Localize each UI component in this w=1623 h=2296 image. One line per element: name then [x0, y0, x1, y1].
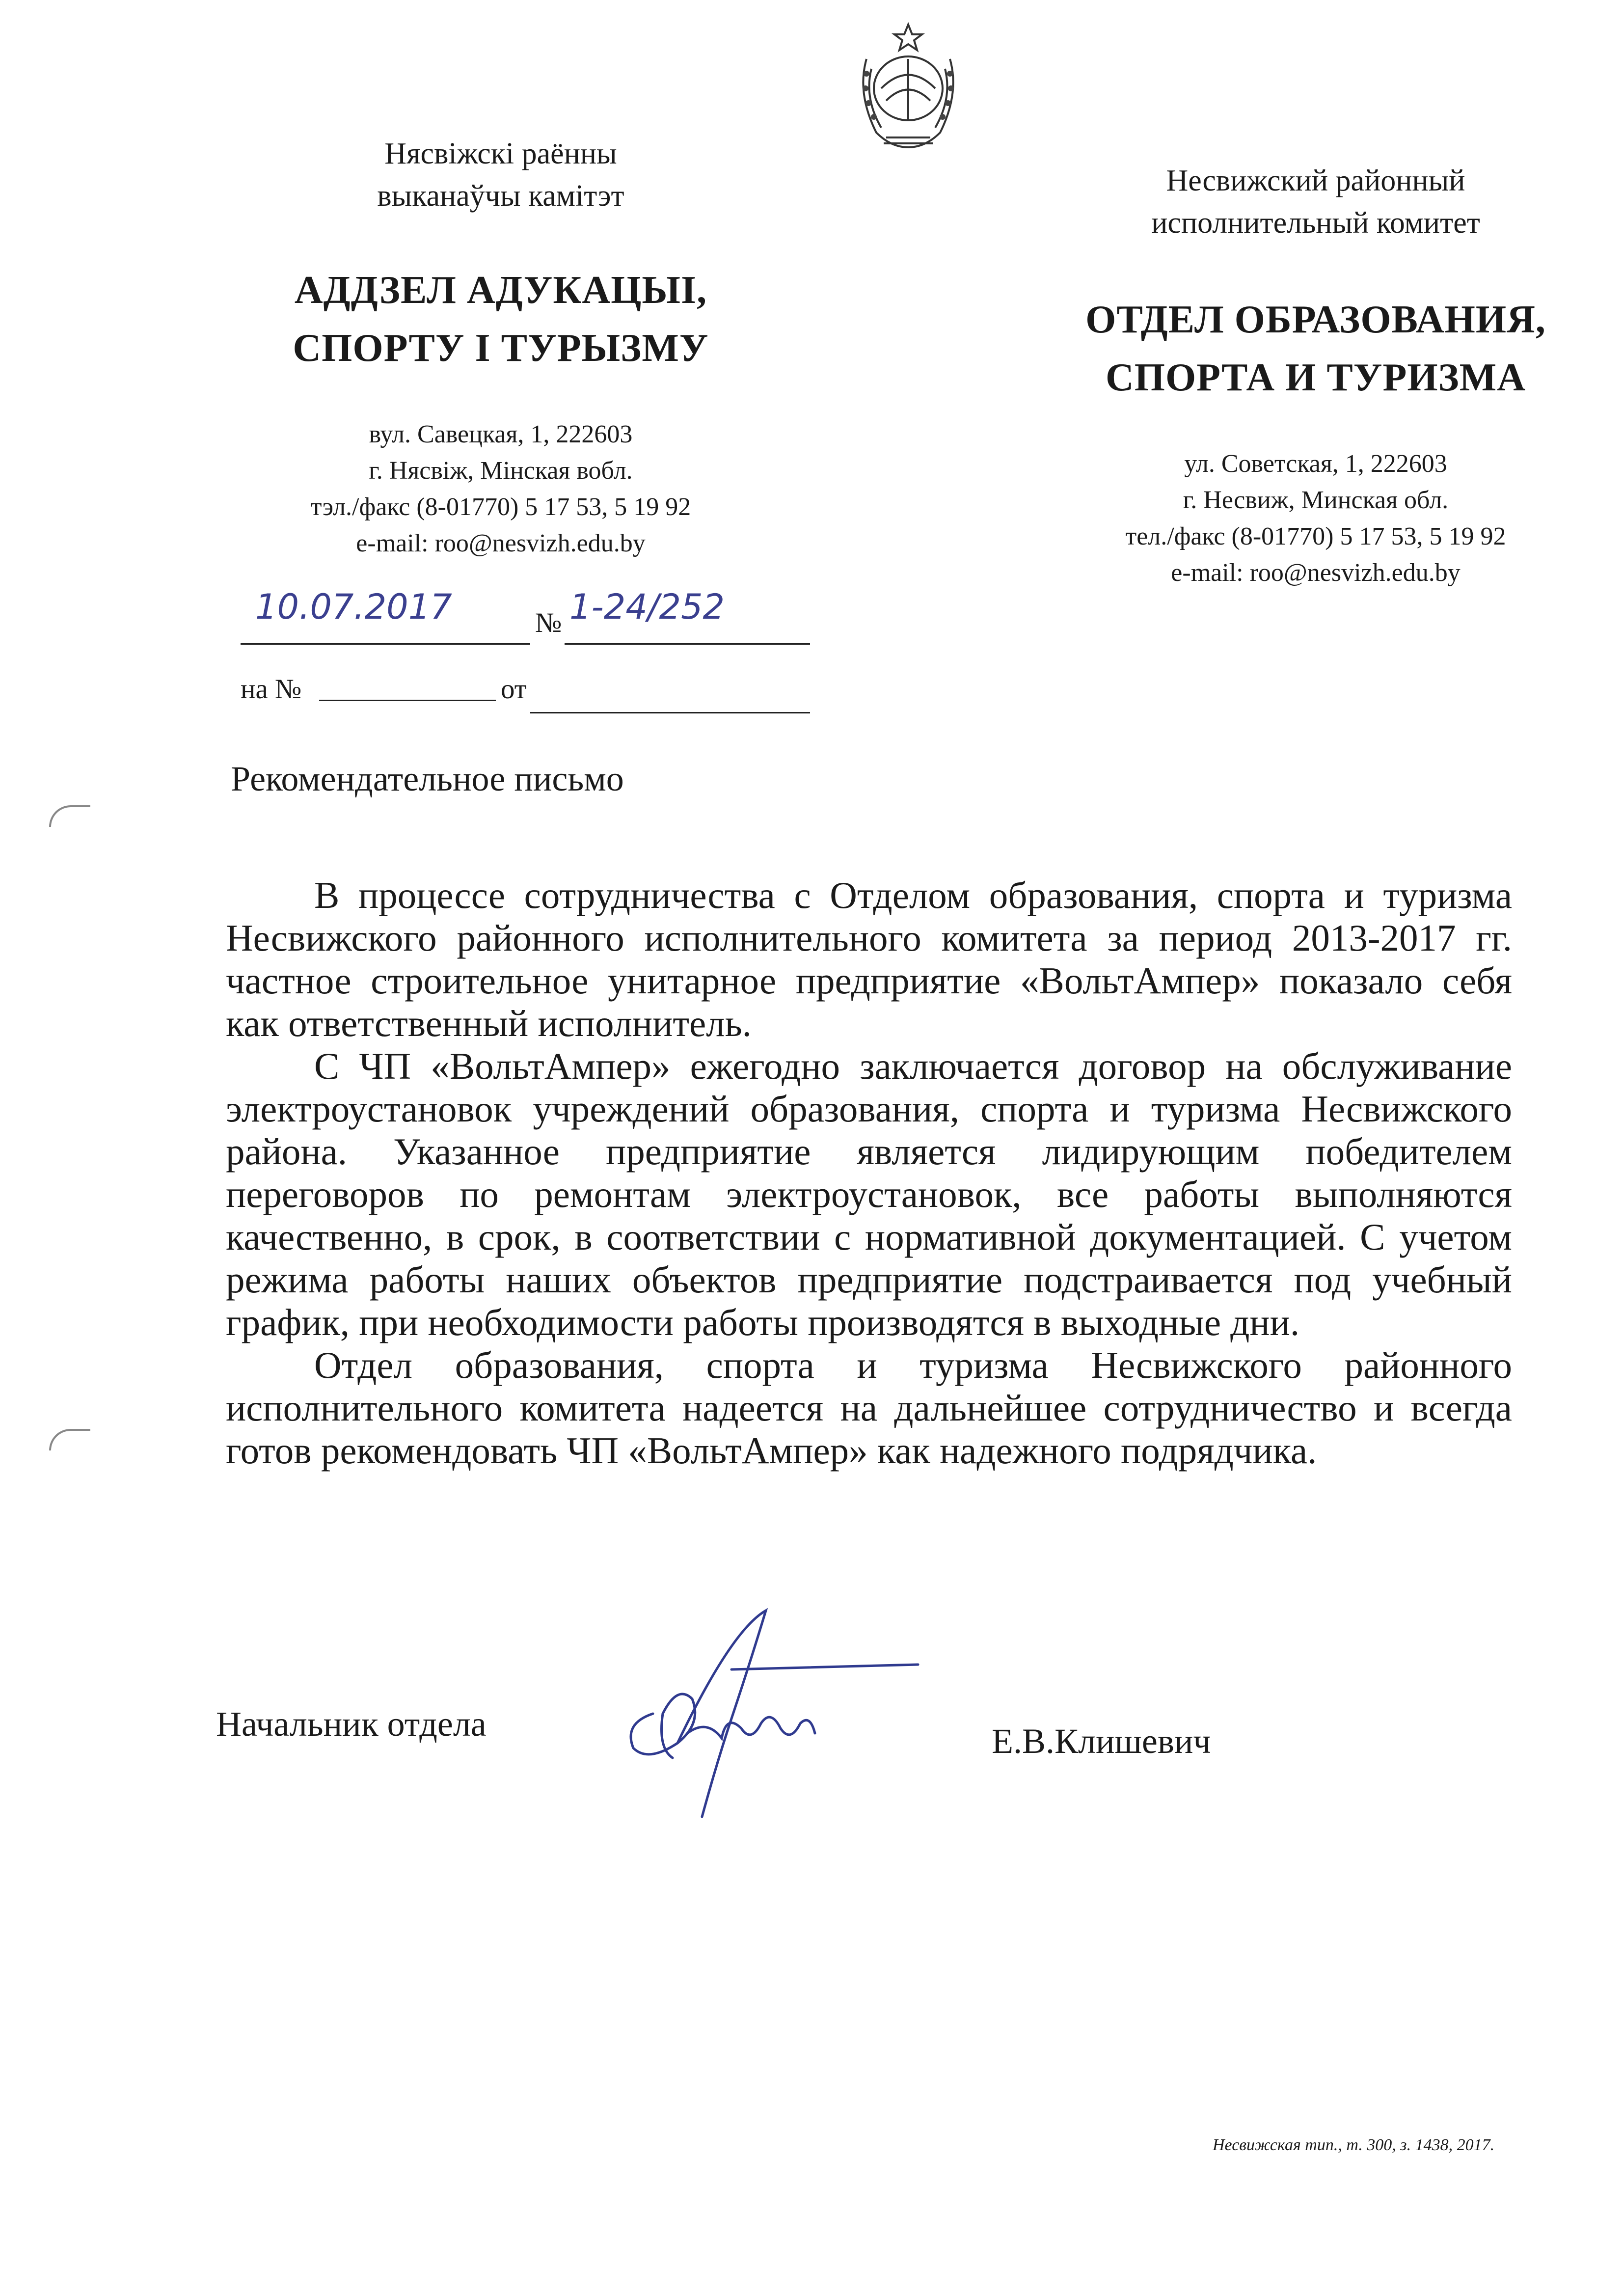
- header-right-org-line2: исполнительный комитет: [1151, 206, 1480, 240]
- number-label: №: [535, 607, 562, 638]
- handwritten-number: 1-24/252: [569, 587, 725, 627]
- body-paragraph-3: Отдел образования, спорта и туризма Несвижского районного исполнительного комитета надеется на дальнейшее сотрудничество и всегда готов рекомендовать ЧП «ВольтАмпер» как надежного подрядчика.: [226, 1344, 1512, 1472]
- header-left-dept-line1: АДДЗЕЛ АДУКАЦЫІ,: [294, 269, 707, 312]
- header-left: [216, 133, 785, 562]
- letter-subject: Рекомендательное письмо: [231, 759, 624, 798]
- header-right-addr-line2: г. Несвиж, Минская обл.: [1183, 486, 1449, 514]
- punch-mark-top: [49, 805, 90, 827]
- header-right-org-line1: Несвижский районный: [1166, 164, 1465, 197]
- printer-imprint: Несвижская тип., т. 300, з. 1438, 2017.: [1213, 2136, 1495, 2154]
- body-paragraph-2: С ЧП «ВольтАмпер» ежегодно заключается договор на обслуживание электроустановок учреждений образования, спорта и туризма Несвижского района. Указанное предприятие является лидирующим победителем переговоров по ремонтам электроустановок, все работы выполняются качественно, в срок, в соответствии с нормативной документацией. С учетом режима работы наших объектов предприятие подстраивается под учебный график, при необходимости работы производятся в выходные дни.: [226, 1045, 1512, 1343]
- header-left-org-line2: выканаўчы камітэт: [377, 179, 624, 213]
- header-right: [1031, 160, 1600, 591]
- from-label: от: [501, 674, 527, 705]
- on-number-label: на №: [241, 674, 302, 705]
- punch-mark-bottom: [49, 1429, 90, 1450]
- on-number-underline: [319, 700, 496, 701]
- header-left-addr-line1: вул. Савецкая, 1, 222603: [369, 420, 633, 448]
- date-underline: [241, 643, 530, 645]
- coat-of-arms-emblem: [837, 15, 979, 157]
- handwritten-date: 10.07.2017: [255, 587, 452, 627]
- from-underline: [530, 712, 810, 713]
- header-right-addr-line3: тел./факс (8-01770) 5 17 53, 5 19 92: [1125, 522, 1506, 550]
- header-right-addr-line4: e-mail: roo@nesvizh.edu.by: [1171, 559, 1461, 587]
- header-left-org-line1: Нясвіжскі раённы: [384, 137, 617, 170]
- handwritten-signature: [604, 1601, 938, 1836]
- header-right-addr-line1: ул. Советская, 1, 222603: [1184, 450, 1447, 478]
- signature-position: Начальник отдела: [216, 1704, 487, 1744]
- header-right-dept-line1: ОТДЕЛ ОБРАЗОВАНИЯ,: [1085, 298, 1546, 341]
- number-underline: [565, 643, 810, 645]
- header-right-dept-line2: СПОРТА И ТУРИЗМА: [1105, 356, 1526, 399]
- header-left-dept-line2: СПОРТУ І ТУРЫЗМУ: [293, 327, 709, 370]
- header-left-addr-line4: e-mail: roo@nesvizh.edu.by: [356, 529, 646, 557]
- signature-name: Е.В.Клишевич: [992, 1722, 1211, 1761]
- body-paragraph-1: В процессе сотрудничества с Отделом образования, спорта и туризма Несвижского районного исполнительного комитета за период 2013-2017 гг. частное строительное унитарное предприятие «ВольтАмпер» показало себя как ответственный исполнитель.: [226, 874, 1512, 1044]
- letter-body: [226, 874, 1512, 1472]
- header-left-addr-line3: тэл./факс (8-01770) 5 17 53, 5 19 92: [310, 493, 691, 521]
- header-left-addr-line2: г. Нясвіж, Мінская вобл.: [369, 457, 633, 485]
